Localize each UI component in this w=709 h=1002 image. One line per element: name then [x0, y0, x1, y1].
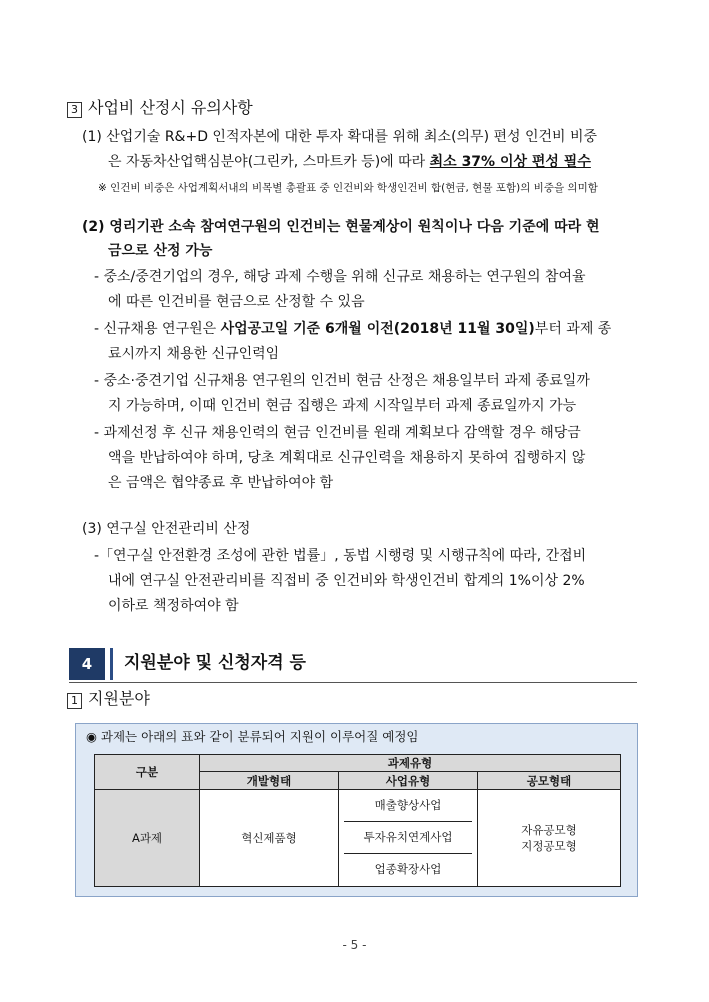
- header-development-form: 개발형태: [200, 772, 339, 790]
- paragraph-1-line-2: [108, 153, 591, 171]
- info-box-text: ◉ 과제는 아래의 표와 같이 분류되어 지원이 이루어질 예정임: [86, 729, 419, 744]
- call-type-open: 자유공모형: [521, 823, 577, 837]
- subsection-number-box: 1: [67, 693, 82, 709]
- section-4-accent-bar: [110, 648, 113, 680]
- bullet-4-line-3: 은 금액은 협약종료 후 반납하여야 함: [108, 475, 334, 491]
- page-number: - 5 -: [342, 938, 367, 952]
- paragraph-3-bullet-line-2: 내에 연구실 안전관리비를 직접비 중 인건비와 학생인건비 합계의 1%이상 2%: [108, 573, 585, 589]
- section-4-title: 지원분야 및 신청자격 등: [124, 653, 306, 673]
- paragraph-3-bullet-line-1: -「연구실 안전환경 조성에 관한 법률」, 동법 시행령 및 시행규칙에 따라, 간접비: [94, 548, 587, 564]
- paragraph-3-line-1: (3) 연구실 안전관리비 산정: [82, 521, 251, 537]
- business-type-item: 매출향상사업: [344, 790, 472, 822]
- paragraph-1-line-1: (1) 산업기술 R&+D 인적자본에 대한 투자 확대를 위해 최소(의무) 편성 인건비 비중: [82, 129, 598, 145]
- paragraph-1-text: 은 자동차산업핵심분야(그린카, 스마트카 등)에 따라: [108, 154, 430, 170]
- bullet-1-line-1: - 중소/중견기업의 경우, 해당 과제 수행을 위해 신규로 채용하는 연구원의 참여율: [94, 269, 586, 285]
- business-type-cell: [339, 790, 478, 887]
- header-category: 구분: [95, 755, 200, 790]
- section-4-divider: [69, 682, 637, 683]
- call-type-designated: 지정공모형: [521, 839, 577, 853]
- support-field-table: [94, 754, 621, 887]
- section-4-number: 4: [69, 648, 105, 680]
- section-title: 사업비 산정시 유의사항: [88, 98, 253, 117]
- paragraph-3-bullet-line-3: 이하로 책정하여야 함: [108, 598, 239, 614]
- bullet-1-line-2: 에 따른 인건비를 현금으로 산정할 수 있음: [108, 294, 365, 310]
- bullet-2-emphasis: 사업공고일 기준 6개월 이전(2018년 11월 30일): [220, 321, 535, 337]
- bullet-2-text: - 신규채용 연구원은: [94, 321, 221, 337]
- bullet-3-line-2: 지 가능하며, 이때 인건비 현금 집행은 과제 시작일부터 과제 종료일까지 가능: [108, 398, 577, 414]
- paragraph-2-line-2: 금으로 산정 가능: [108, 243, 213, 259]
- header-business-type: 사업유형: [339, 772, 478, 790]
- development-form-value: 혁신제품형: [200, 790, 339, 887]
- bullet-2-line-2: 료시까지 채용한 신규인력임: [108, 346, 280, 362]
- paragraph-1-emphasis: 최소 37% 이상 편성 필수: [429, 154, 591, 170]
- bullet-2-line-1: [94, 320, 611, 338]
- business-type-item: 투자유치연계사업: [344, 822, 472, 854]
- bullet-2-text-end: 부터 과제 종: [534, 321, 612, 337]
- header-task-type: 과제유형: [200, 755, 621, 772]
- row-label-a: A과제: [95, 790, 200, 887]
- bullet-4-line-2: 액을 반납하여야 하며, 당초 계획대로 신규인력을 채용하지 못하여 집행하지 않: [108, 450, 586, 466]
- call-type-cell: [478, 790, 621, 887]
- business-type-item: 업종확장사업: [374, 862, 442, 876]
- paragraph-2-line-1: (2) 영리기관 소속 참여연구원의 인건비는 현물계상이 원칙이나 다음 기준에 따라 현: [82, 219, 600, 235]
- header-call-type: 공모형태: [478, 772, 621, 790]
- bullet-3-line-1: - 중소·중견기업 신규채용 연구원의 인건비 현금 산정은 채용일부터 과제 종료일까: [94, 373, 590, 389]
- section-number-box: 3: [67, 102, 82, 118]
- bullet-4-line-1: - 과제선정 후 신규 채용인력의 현금 인건비를 원래 계획보다 감액할 경우 해당금: [94, 425, 581, 441]
- subsection-title: 지원분야: [88, 689, 150, 708]
- paragraph-1-note: ※ 인건비 비중은 사업계획서내의 비목별 총괄표 중 인건비와 학생인건비 합(현금, 현물 포함)의 비중을 의미함: [98, 182, 598, 194]
